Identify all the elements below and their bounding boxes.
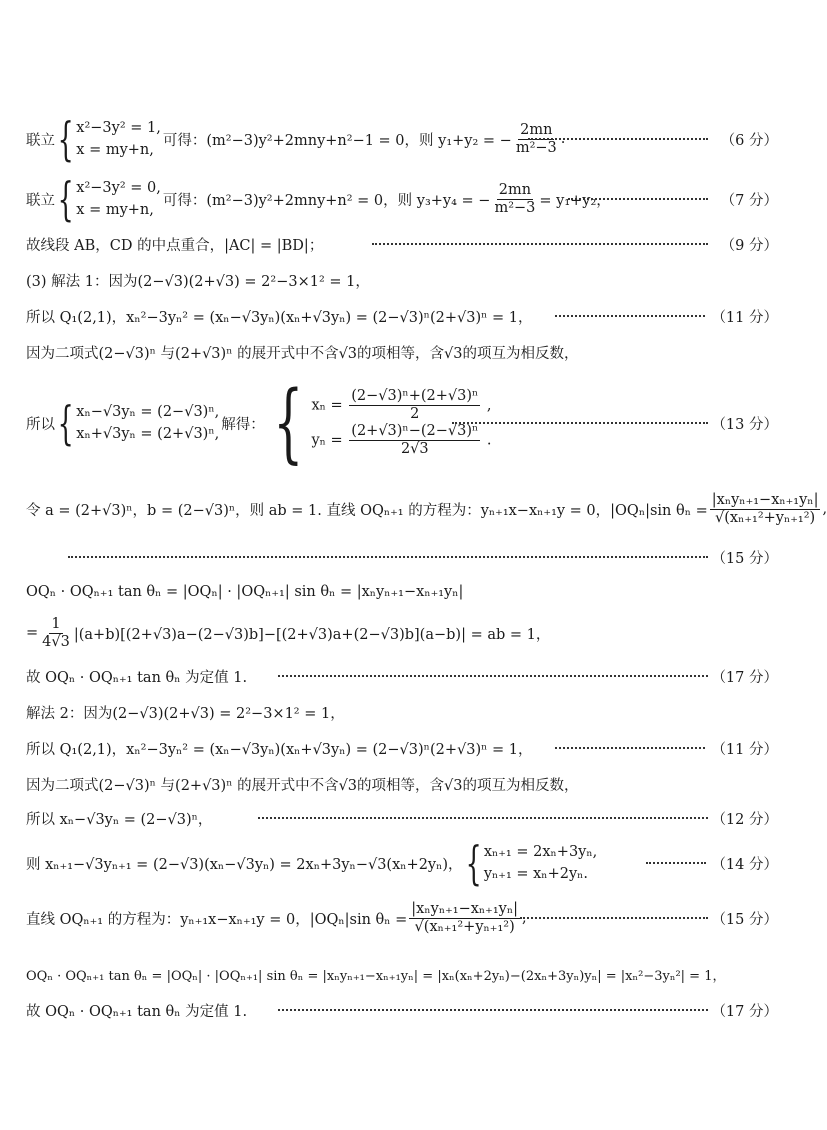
line-text: 故 OQₙ · OQₙ₊₁ tan θₙ 为定值 1.: [26, 1003, 248, 1020]
solution-line-19: [0, 956, 800, 992]
solution-line-15: [0, 766, 800, 802]
system-row: x = my+n,: [76, 202, 154, 218]
leader-dots: [452, 378, 708, 468]
solution-line-13: [0, 694, 800, 730]
score-label: （14 分）: [711, 856, 778, 873]
lead-text: 联立: [26, 132, 55, 149]
system-row: yₙ = $\frac{\text{(2+√3)ⁿ−(2−√3)ⁿ}}{2√3}$ .: [311, 423, 492, 457]
line-text: |(a+b)[(2+√3)a−(2−√3)b]−[(2+√3)a+(2−√3)b](a−b)| = ab = 1，: [73, 626, 551, 643]
solution-line-7: [0, 373, 800, 473]
solution-line-16: [0, 800, 800, 836]
line-text: 所以 xₙ−√3yₙ = (2−√3)ⁿ，: [26, 811, 213, 828]
score-label: （15 分）: [711, 550, 778, 567]
score-label: （7 分）: [720, 192, 778, 209]
fraction: $\frac{1}{4√3}$: [42, 615, 70, 650]
fraction: $\frac{2mn}{\text{m²−3}}$: [494, 181, 536, 216]
equation-system: { xₙ−√3yₙ = (2−√3)ⁿ, xₙ+√3yₙ = (2+√3)ⁿ,: [57, 396, 220, 450]
formula-text: 可得：(m²−3)y²+2mny+n² = 0，则 y₃+y₄ = −: [162, 192, 491, 209]
line-text: 因为二项式(2−√3)ⁿ 与(2+√3)ⁿ 的展开式中不含√3的项相等，含√3的项互为相反数，: [26, 777, 579, 794]
leader-dots: [528, 116, 708, 162]
line-text: OQₙ · OQₙ₊₁ tan θₙ = |OQₙ| · |OQₙ₊₁| sin θₙ = |xₙyₙ₊₁−xₙ₊₁yₙ|: [26, 584, 464, 600]
line-text: 故线段 AB，CD 的中点重合，|AC| = |BD|；: [26, 237, 324, 254]
solution-line-6: [0, 334, 800, 370]
solution-line-5: [0, 298, 800, 334]
leader-dots: [278, 658, 708, 694]
leader-dots: [278, 992, 708, 1028]
leader-dots: [555, 298, 705, 334]
system-row: x²−3y² = 0,: [76, 180, 161, 196]
line-text: OQₙ · OQₙ₊₁ tan θₙ = |OQₙ| · |OQₙ₊₁| sin θₙ = |xₙyₙ₊₁−xₙ₊₁yₙ| = |xₙ(xₙ+2yₙ)−(2xₙ+3yₙ)yₙ| = |xₙ²−3yₙ²| = 1，: [26, 968, 726, 984]
system-row: xₙ−√3yₙ = (2−√3)ⁿ,: [76, 404, 220, 420]
formula-text: 可得：(m²−3)y²+2mny+n²−1 = 0，则 y₁+y₂ = −: [162, 132, 512, 149]
fraction: $\frac{\text{|xₙyₙ₊₁−xₙ₊₁yₙ|}}{\text{√(xₙ₊₁²+yₙ₊₁²)}}$: [711, 491, 819, 526]
fraction: $\frac{\text{(2−√3)ⁿ+(2+√3)ⁿ}}{2}$: [351, 388, 479, 422]
leader-dots: [555, 730, 705, 766]
score-label: （6 分）: [720, 132, 778, 149]
leader-dots: [258, 800, 708, 836]
solution-line-14: [0, 730, 800, 766]
equation-system: { xₙ₊₁ = 2xₙ+3yₙ, yₙ₊₁ = xₙ+2yₙ.: [465, 836, 598, 890]
system-row: xₙ₊₁ = 2xₙ+3yₙ,: [483, 844, 598, 860]
leader-dots: [646, 840, 706, 886]
solution-line-8: 令 a = (2+√3)ⁿ，b = (2−√3)ⁿ，则 ab = 1. 直线 OQₙ₊₁ 的方程为：yₙ₊₁x−xₙ₊₁y = 0，|OQₙ|sin θₙ = $\frac{\text{|xₙyₙ₊₁−xₙ₊₁yₙ|}}{\text{√(xₙ₊₁²+yₙ₊₁²)}}$ ,: [26, 491, 827, 526]
line-text: 令 a = (2+√3)ⁿ，b = (2−√3)ⁿ，则 ab = 1. 直线 OQₙ₊₁ 的方程为：yₙ₊₁x−xₙ₊₁y = 0，|OQₙ|sin θₙ =: [26, 502, 708, 519]
line-text: 直线 OQₙ₊₁ 的方程为：yₙ₊₁x−xₙ₊₁y = 0，|OQₙ|sin θₙ =: [26, 911, 408, 928]
lead-text: 联立: [26, 192, 55, 209]
equation-system: { x²−3y² = 1, x = my+n,: [57, 112, 161, 166]
score-label: （13 分）: [711, 416, 778, 433]
leader-dots: [520, 894, 708, 942]
line-text: (3) 解法 1：因为(2−√3)(2+√3) = 2²−3×1² = 1，: [26, 273, 370, 290]
lead-text: 所以: [26, 416, 55, 433]
solution-line-11: = $\frac{1}{4√3}$ |(a+b)[(2+√3)a−(2−√3)b]−[(2+√3)a+(2−√3)b](a−b)| = ab = 1，: [26, 615, 551, 650]
line-text: 故 OQₙ · OQₙ₊₁ tan θₙ 为定值 1.: [26, 669, 248, 686]
score-label: （11 分）: [711, 741, 778, 758]
fraction: $\frac{2mn}{\text{m²−3}}$: [515, 121, 557, 156]
score-label: （15 分）: [711, 911, 778, 928]
fraction: $\frac{\text{(2+√3)ⁿ−(2−√3)ⁿ}}{2√3}$: [351, 423, 479, 457]
system-row: x²−3y² = 1,: [76, 120, 161, 136]
line-text: 因为二项式(2−√3)ⁿ 与(2+√3)ⁿ 的展开式中不含√3的项相等，含√3的项互为相反数，: [26, 345, 579, 362]
line-text: 则 xₙ₊₁−√3yₙ₊₁ = (2−√3)(xₙ−√3yₙ) = 2xₙ+3yₙ−√3(xₙ+2yₙ)，: [26, 856, 463, 873]
solution-line-17: [0, 836, 800, 890]
line-text: 所以 Q₁(2,1)，xₙ²−3yₙ² = (xₙ−√3yₙ)(xₙ+√3yₙ) = (2−√3)ⁿ(2+√3)ⁿ = 1，: [26, 741, 533, 758]
leader-dots: [372, 226, 708, 262]
fraction: $\frac{\text{|xₙyₙ₊₁−xₙ₊₁yₙ|}}{\text{√(xₙ₊₁²+yₙ₊₁²)}}$: [411, 900, 518, 935]
score-label: （17 分）: [711, 669, 778, 686]
solution-line-2: 联立 { x²−3y² = 0, x = my+n, 可得：(m²−3)y²+2mny+n² = 0，则 y₃+y₄ = − $\frac{2mn}{\text{m²−3}}$ = y₁+y₂， （7 分）: [26, 172, 778, 226]
score-label: （11 分）: [711, 309, 778, 326]
score-label: （17 分）: [711, 1003, 778, 1020]
equation-system: { x²−3y² = 0, x = my+n,: [57, 172, 161, 226]
system-row: yₙ₊₁ = xₙ+2yₙ.: [483, 866, 589, 882]
system-row: x = my+n,: [76, 142, 154, 158]
leader-dots: [68, 542, 708, 572]
formula-text: 解得：: [221, 416, 265, 433]
system-row: xₙ = $\frac{\text{(2−√3)ⁿ+(2+√3)ⁿ}}{2}$ ,: [311, 388, 492, 422]
score-label: （9 分）: [720, 237, 778, 254]
solution-system: { xₙ = $\frac{\text{(2−√3)ⁿ+(2+√3)ⁿ}}{2}$ , yₙ = $\frac{\text{(2+√3)ⁿ−(2−√3)ⁿ}}{2√3}$ .: [273, 373, 492, 473]
solution-line-3: [0, 226, 800, 262]
solution-line-4: [0, 262, 800, 298]
solution-line-18: 直线 OQₙ₊₁ 的方程为：yₙ₊₁x−xₙ₊₁y = 0，|OQₙ|sin θₙ = $\frac{\text{|xₙyₙ₊₁−xₙ₊₁yₙ|}}{\text{√(xₙ₊₁²+yₙ₊₁²)}}$ , （15 分）: [0, 894, 800, 942]
system-row: xₙ+√3yₙ = (2+√3)ⁿ,: [76, 426, 220, 442]
line-text: 所以 Q₁(2,1)，xₙ²−3yₙ² = (xₙ−√3yₙ)(xₙ+√3yₙ) = (2−√3)ⁿ(2+√3)ⁿ = 1，: [26, 309, 533, 326]
solution-line-9: [0, 542, 800, 572]
score-label: （12 分）: [711, 811, 778, 828]
solution-line-20: [0, 992, 800, 1028]
line-text: 解法 2：因为(2−√3)(2+√3) = 2²−3×1² = 1，: [26, 705, 345, 722]
solution-line-10: [0, 574, 800, 610]
solution-line-12: [0, 658, 800, 694]
leader-dots: [568, 176, 708, 222]
solution-line-1: 联立 { x²−3y² = 1, x = my+n, 可得：(m²−3)y²+2mny+n²−1 = 0，则 y₁+y₂ = − $\frac{2mn}{\text{m²−3}}$ . （6 分）: [26, 112, 778, 166]
